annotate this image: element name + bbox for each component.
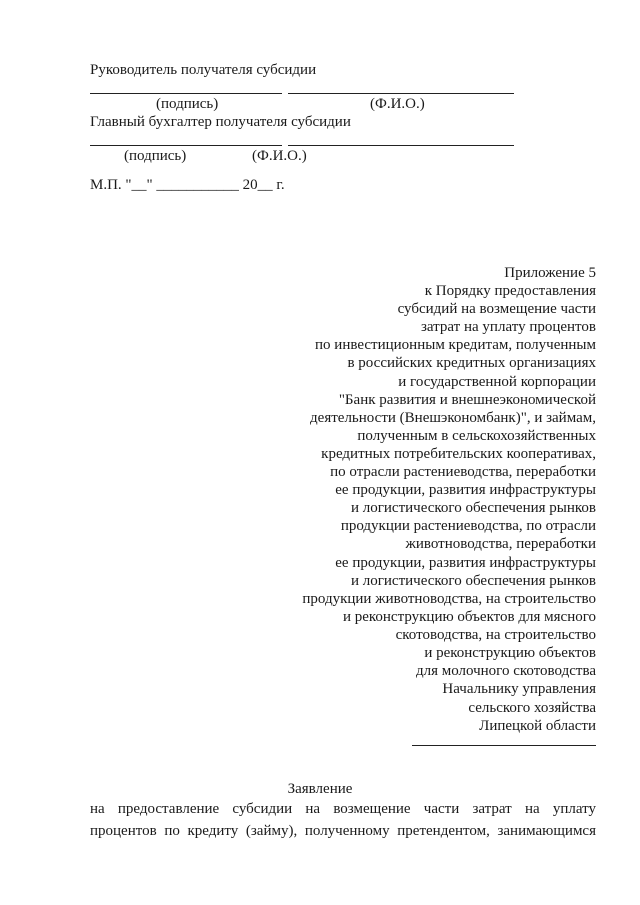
statement-line: на предоставление субсидии на возмещение части затрат на уплату (90, 801, 596, 817)
addressee-block (380, 680, 596, 736)
appendix-line: к Порядку предоставления (424, 283, 596, 300)
appendix-line: и логистического обеспечения рынков (350, 572, 596, 589)
statement-line: процентов по кредиту (займу), полученному претендентом, занимающимся (90, 823, 596, 839)
appendix-line: затрат на уплату процентов (420, 319, 596, 336)
appendix-line: кредитных потребительских кооперативах, (321, 445, 596, 462)
appendix-line: продукции животноводства, на строительство (302, 590, 596, 607)
appendix-line: полученным в сельскохозяйственных (357, 427, 596, 444)
appendix-line: по отрасли растениеводства, переработки (330, 464, 596, 481)
statement-title: Заявление (287, 781, 353, 797)
appendix-line: скотоводства, на строительство (395, 626, 596, 643)
appendix-line: по инвестиционным кредитам, полученным (315, 337, 596, 354)
appendix-line: и реконструкцию объектов для мясного (342, 608, 596, 625)
appendix-block (280, 264, 596, 680)
accountant-name-line (288, 145, 514, 146)
appendix-line: и государственной корпорации (398, 373, 596, 390)
appendix-line: деятельности (Внешэкономбанк)", и займам, (310, 409, 596, 426)
accountant-name-caption: (Ф.И.О.) (252, 148, 307, 164)
addressee-line: сельского хозяйства (468, 699, 596, 716)
statement-body (90, 798, 596, 842)
stamp-date-line: М.П. "__" ___________ 20__ г. (90, 177, 285, 193)
addressee-line: Липецкой области (479, 718, 596, 734)
appendix-line: ее продукции, развития инфраструктуры (335, 482, 596, 499)
accountant-signature-caption: (подпись) (124, 148, 187, 164)
appendix-line: продукции растениеводства, по отрасли (340, 518, 596, 535)
appendix-line: для молочного скотоводства (415, 663, 596, 680)
head-name-line (288, 93, 514, 94)
appendix-line: Приложение 5 (504, 265, 596, 281)
appendix-line: и реконструкцию объектов (424, 644, 596, 661)
addressee-blank-line (412, 745, 596, 746)
addressee-line: Начальнику управления (442, 681, 596, 697)
appendix-line: в российских кредитных организациях (347, 355, 596, 372)
accountant-signature-line (90, 145, 282, 146)
head-signature-caption: (подпись) (156, 96, 219, 112)
head-name-caption: (Ф.И.О.) (370, 96, 425, 112)
appendix-line: животноводства, переработки (405, 536, 596, 553)
accountant-signature-label: Главный бухгалтер получателя субсидии (90, 114, 351, 130)
appendix-line: ее продукции, развития инфраструктуры (335, 554, 596, 571)
appendix-line: и логистического обеспечения рынков (350, 500, 596, 517)
appendix-line: "Банк развития и внешнеэкономической (338, 391, 596, 408)
head-signature-label: Руководитель получателя субсидии (90, 62, 317, 78)
head-signature-line (90, 93, 282, 94)
appendix-line: субсидий на возмещение части (397, 301, 596, 318)
